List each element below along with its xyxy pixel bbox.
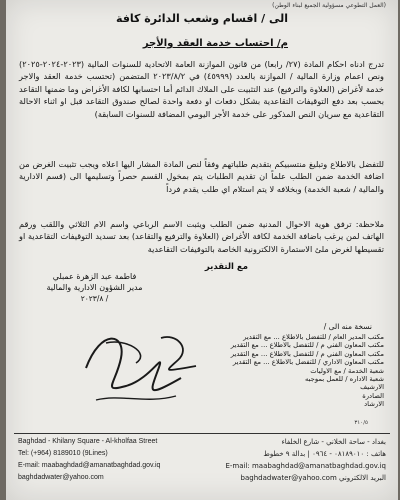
footer-email2-label: البريد الالكتروني [339,474,386,482]
copy-item: مكتب المعاون الاداري / للتفضل بالاطلاع ... مع التقدير [232,358,384,367]
footer-phone-en: Tel: (+964) 8189010 (9Lines) [18,450,108,457]
copy-item: الصادرة [362,391,384,400]
footer-phone-ar: هاتف : ٠٨١٨٩٠١٠ - ٠٩٦٤ | بدالة ٩ خطوط [263,450,386,458]
footer-divider [14,433,390,434]
subject-line: م/ احتساب خدمة العقد والأجر [142,38,288,49]
closing-regards: مع التقدير [204,262,248,272]
copy-item: مكتب المعاون الفني م / للتفضل بالاطلاع ... مع التقدير [230,349,384,358]
footer-email-ar: E-mail: maabaghdad@amanatbaghdad.gov.iq [225,462,386,470]
signature-date: / ٢٠٢٣/٨ [80,294,109,303]
signatory-name: فاطمة عبد الزهرة عمبلي [52,272,137,281]
footer-email2-ar: baghdadwater@yahoo.com [240,474,337,482]
header-motto: (العمل التطوعي مسؤولية الجميع لبناء الوطن) [272,2,386,9]
body-paragraph-2: للتفضل بالاطلاع وتبليغ منتسبيكم بتقديم طلباتهم وفقاً لنص المادة المشار اليها اعلاه ويجب تثبيت الغرض من اضافة الخدمة ضمن الطلب علماً ان تقديم الطلبات يتم بمخول القسم حصراً وتسليمها الى (قسم الادارية والمالية / شعبة الخدمة) وبخلافه لا يتم استلام اي طلب يقدم فرداً [19,159,384,194]
footer-arabic [191,436,386,484]
footer-address-ar: بغداد - ساحة الخلاني - شارع الخلفاء [281,438,386,446]
copy-item: مكتب المعاون الفني م / للتفضل بالاطلاع ... مع التقدير [230,341,384,350]
body-paragraph-1: تدرج ادناه احكام المادة (٢٧/ رابعا) من قانون الموازنة العامة الاتحادية للسنوات المالية (٢٠٢٣-٢٠٢٤-٢٠٢٥) ونص اعمام وزارة المالية / الموازنة بالعدد (٤٥٩٩٩) في ٢٠٢٣/٨/٢ المتضمن (تحتسب خدمة العقد والاجر خدمة لأغراض (العلاوة والترفيع) عند التثبيت على الملاك الدائم أما احتسابها لكافة الأغراض وما ضمنها التقاعد بحسب بعد دفع التوقيفات التقاعدية بشكل دفعات او دفعة واحدة لصالح صندوق التقاعد قبل او اثناء الاحالة التقاعدية مع سريان النص المذكور على خدمة الأجر اليومي المضافة للسنوات السابقة) [19,59,384,119]
footer-english [18,436,198,484]
footer-email2-en: baghdadwater@yahoo.com [18,474,104,481]
copies-list [184,333,384,409]
letter-page [6,0,398,500]
signatory-title: مدير الشؤون الادارية والمالية [46,283,143,292]
body-paragraph-3: ملاحظة: ترفق هوية الاحوال المدنية ضمن الطلب ويثبت الاسم الرباعي واسم الام الثلاثي واللقب ورقم الهاتف لمن يرغب باضافة الخدمة لكافة الأغراض (العلاوة والترفيع والتقاعد) بعد تسديد التوقيفات التقاعدية او تقسيطها لغرض ملئ الاستمارة الالكترونية الخاصة بالتوقيفات التقاعدية [19,219,384,254]
copies-title: نسخة منه الى / [323,322,372,331]
copy-item: الارشيف [360,383,384,392]
addressee: الى / اقسام وشعب الدائرة كافة [116,12,288,25]
copy-item: مكتب المدير العام / للتفضل بالاطلاع ... مع التقدير [243,333,384,341]
copy-item: شعبة الخدمة / مع الاوليات [310,366,384,375]
footer-email-en: E-mail: maabaghdad@amanatbaghdad.gov.iq [18,462,161,469]
reference-code: ٣١٠/٥ [354,420,368,426]
copy-item: الارشاد [364,400,384,409]
footer-address-en: Baghdad - Khilany Square - Al-kholfaa Street [18,438,158,445]
signature-block [32,271,157,304]
copy-item: شعبة الاداره / للعمل بموجبه [304,375,384,384]
